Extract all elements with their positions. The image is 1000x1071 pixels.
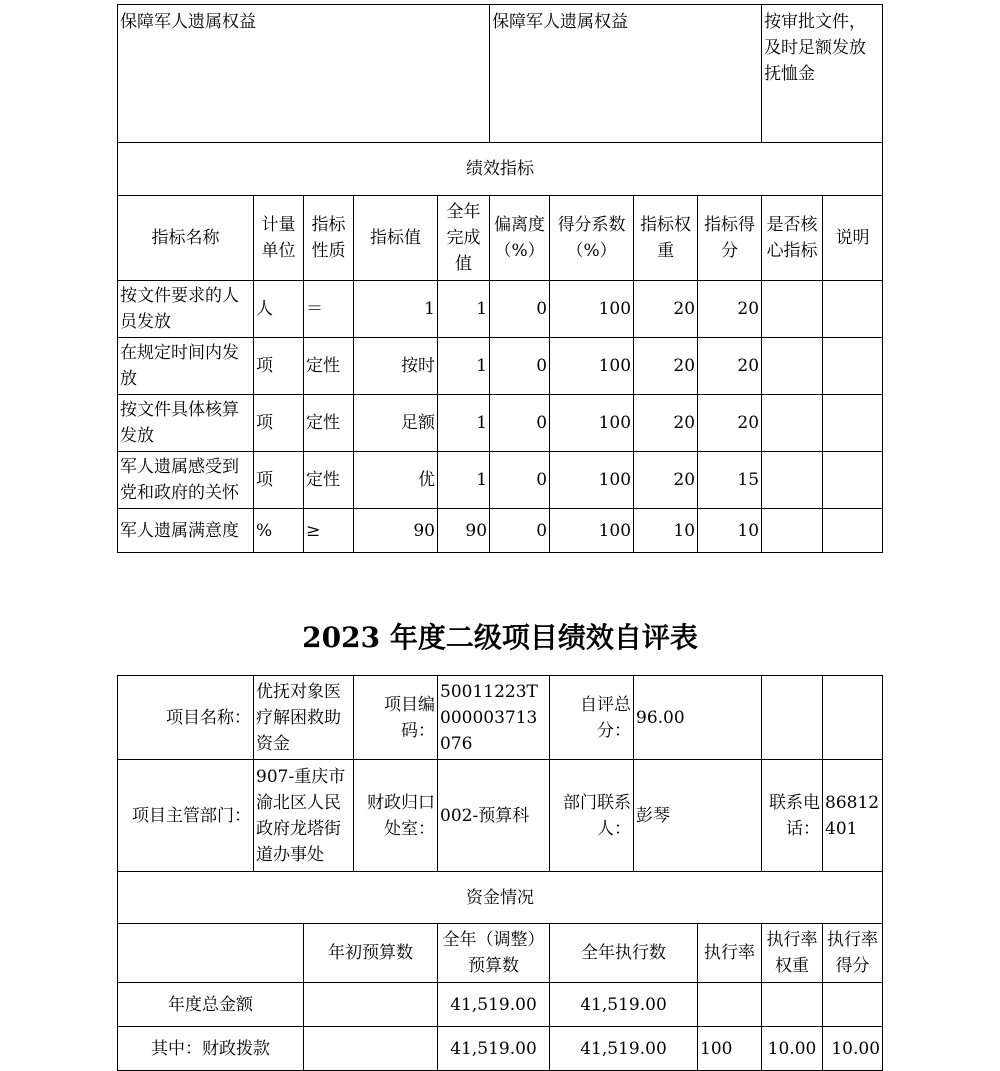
indicator-nature: 定性 <box>304 395 354 452</box>
goal-cell-3: 按审批文件，及时足额发放抚恤金 <box>762 5 883 143</box>
indicator-value: 按时 <box>354 338 438 395</box>
indicator-coef: 100 <box>550 452 634 509</box>
project-name-label: 项目名称： <box>118 676 254 760</box>
table-row <box>118 338 883 395</box>
header-cell: 指标名称 <box>118 196 254 281</box>
indicator-weight: 20 <box>634 395 698 452</box>
indicator-value: 90 <box>354 509 438 553</box>
funds-rate-weight <box>762 983 823 1027</box>
contact-value: 彭琴 <box>634 760 762 872</box>
funds-adjusted: 41,519.00 <box>438 983 550 1027</box>
indicator-score: 15 <box>698 452 762 509</box>
header-cell: 指标值 <box>354 196 438 281</box>
header-cell: 全年完成值 <box>438 196 490 281</box>
project-name-row <box>118 676 883 760</box>
header-cell <box>118 924 304 983</box>
indicator-score: 20 <box>698 338 762 395</box>
indicator-name: 在规定时间内发放 <box>118 338 254 395</box>
indicator-nature: ≥ <box>304 509 354 553</box>
indicator-note <box>823 452 883 509</box>
indicator-note <box>823 509 883 553</box>
project-name-value: 优抚对象医疗解困救助资金 <box>254 676 354 760</box>
indicator-nature: 定性 <box>304 452 354 509</box>
phone-value: 86812401 <box>823 760 883 872</box>
indicator-name: 按文件具体核算发放 <box>118 395 254 452</box>
funds-adjusted: 41,519.00 <box>438 1027 550 1071</box>
funds-executed: 41,519.00 <box>550 983 698 1027</box>
finance-office-label: 财政归口处室： <box>354 760 438 872</box>
funds-row-label: 其中：财政拨款 <box>118 1027 304 1071</box>
self-score-label: 自评总分： <box>550 676 634 760</box>
header-cell: 指标权重 <box>634 196 698 281</box>
indicator-core <box>762 338 823 395</box>
project-table <box>117 675 883 1071</box>
header-cell: 执行率 <box>698 924 762 983</box>
indicator-unit: 项 <box>254 395 304 452</box>
project-dept-row <box>118 760 883 872</box>
indicator-deviation: 0 <box>490 509 550 553</box>
indicator-unit: 项 <box>254 338 304 395</box>
indicator-coef: 100 <box>550 281 634 338</box>
indicator-coef: 100 <box>550 395 634 452</box>
indicator-score: 20 <box>698 395 762 452</box>
table-row <box>118 1027 883 1071</box>
indicator-nature: ＝ <box>304 281 354 338</box>
funds-executed: 41,519.00 <box>550 1027 698 1071</box>
table-row <box>118 452 883 509</box>
indicator-coef: 100 <box>550 338 634 395</box>
contact-label: 部门联系人： <box>550 760 634 872</box>
indicator-core <box>762 281 823 338</box>
funds-initial <box>304 983 438 1027</box>
empty-cell <box>762 676 823 760</box>
indicator-done: 1 <box>438 281 490 338</box>
indicator-note <box>823 281 883 338</box>
indicator-value: 足额 <box>354 395 438 452</box>
indicator-done: 90 <box>438 509 490 553</box>
indicator-note <box>823 338 883 395</box>
header-cell: 全年（调整）预算数 <box>438 924 550 983</box>
funds-row-label: 年度总金额 <box>118 983 304 1027</box>
funds-initial <box>304 1027 438 1071</box>
indicator-core <box>762 509 823 553</box>
indicator-score: 10 <box>698 509 762 553</box>
indicator-coef: 100 <box>550 509 634 553</box>
header-cell: 是否核心指标 <box>762 196 823 281</box>
indicator-deviation: 0 <box>490 338 550 395</box>
goal-row <box>118 5 883 143</box>
funds-header-row <box>118 924 883 983</box>
finance-office-value: 002-预算科 <box>438 760 550 872</box>
dept-label: 项目主管部门： <box>118 760 254 872</box>
table-row <box>118 983 883 1027</box>
indicator-weight: 20 <box>634 338 698 395</box>
header-cell: 年初预算数 <box>304 924 438 983</box>
indicator-name: 军人遗属感受到党和政府的关怀 <box>118 452 254 509</box>
header-cell: 指标性质 <box>304 196 354 281</box>
performance-section-title: 绩效指标 <box>118 143 883 196</box>
indicator-core <box>762 452 823 509</box>
indicator-done: 1 <box>438 395 490 452</box>
header-cell: 偏离度（%） <box>490 196 550 281</box>
header-cell: 执行率得分 <box>823 924 883 983</box>
indicator-weight: 20 <box>634 281 698 338</box>
indicator-score: 20 <box>698 281 762 338</box>
table-row <box>118 281 883 338</box>
indicator-weight: 20 <box>634 452 698 509</box>
indicator-deviation: 0 <box>490 281 550 338</box>
goal-cell-2: 保障军人遗属权益 <box>490 5 762 143</box>
indicator-value: 优 <box>354 452 438 509</box>
indicator-done: 1 <box>438 452 490 509</box>
header-cell: 全年执行数 <box>550 924 698 983</box>
indicator-unit: % <box>254 509 304 553</box>
page-title: 2023 年度二级项目绩效自评表 <box>302 621 698 654</box>
indicator-note <box>823 395 883 452</box>
project-code-label: 项目编码： <box>354 676 438 760</box>
funds-rate-score: 10.00 <box>823 1027 883 1071</box>
funds-rate-score <box>823 983 883 1027</box>
table-row <box>118 395 883 452</box>
funds-rate <box>698 983 762 1027</box>
performance-header-row <box>118 196 883 281</box>
header-cell: 得分系数（%） <box>550 196 634 281</box>
indicator-deviation: 0 <box>490 452 550 509</box>
funds-section-title: 资金情况 <box>118 872 883 924</box>
indicator-deviation: 0 <box>490 395 550 452</box>
project-code-value: 50011223T000003713076 <box>438 676 550 760</box>
indicator-nature: 定性 <box>304 338 354 395</box>
header-cell: 说明 <box>823 196 883 281</box>
phone-label: 联系电话： <box>762 760 823 872</box>
goal-cell-1: 保障军人遗属权益 <box>118 5 490 143</box>
table-row <box>118 509 883 553</box>
header-cell: 计量单位 <box>254 196 304 281</box>
empty-cell <box>823 676 883 760</box>
indicator-done: 1 <box>438 338 490 395</box>
funds-rate: 100 <box>698 1027 762 1071</box>
header-cell: 指标得分 <box>698 196 762 281</box>
funds-rate-weight: 10.00 <box>762 1027 823 1071</box>
indicator-unit: 人 <box>254 281 304 338</box>
indicator-name: 军人遗属满意度 <box>118 509 254 553</box>
header-cell: 执行率权重 <box>762 924 823 983</box>
indicator-core <box>762 395 823 452</box>
indicator-unit: 项 <box>254 452 304 509</box>
dept-value: 907-重庆市渝北区人民政府龙塔街道办事处 <box>254 760 354 872</box>
indicator-name: 按文件要求的人员发放 <box>118 281 254 338</box>
self-score-value: 96.00 <box>634 676 762 760</box>
performance-table <box>117 4 883 553</box>
indicator-weight: 10 <box>634 509 698 553</box>
indicator-value: 1 <box>354 281 438 338</box>
